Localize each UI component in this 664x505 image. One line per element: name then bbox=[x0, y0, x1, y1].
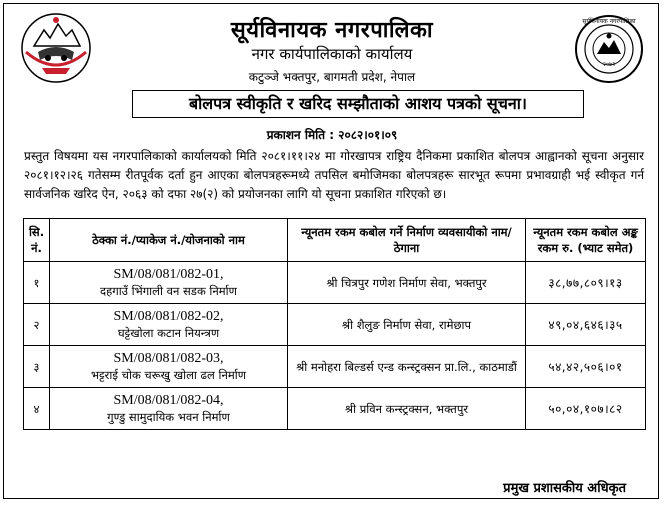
row-code: SM/08/081/082-04, bbox=[113, 392, 224, 408]
signatory-title: प्रमुख प्रशासकीय अधिकृत bbox=[503, 481, 626, 496]
row-sn: १ bbox=[24, 262, 50, 304]
row-contract bbox=[50, 346, 288, 388]
bid-table bbox=[23, 218, 646, 430]
row-code: SM/08/081/082-01, bbox=[113, 266, 224, 282]
row-contractor: श्री चित्रपुर गणेश निर्माण सेवा, भक्तपुर bbox=[288, 262, 526, 304]
table-row bbox=[24, 346, 646, 388]
row-sn: २ bbox=[24, 304, 50, 346]
table-header-row bbox=[24, 219, 646, 262]
header-amount: न्यूनतम रकम कबोल अङ्क रकम रु. (भ्याट समेत) bbox=[526, 219, 646, 262]
row-contractor: श्री मनोहरा बिल्डर्स एन्ड कन्स्ट्रक्सन प्रा.लि., काठमाडौं bbox=[288, 346, 526, 388]
row-code: SM/08/081/082-02, bbox=[113, 308, 224, 324]
row-contract bbox=[50, 262, 288, 304]
row-contractor: श्री प्रविन कन्स्ट्रक्सन, भक्तपुर bbox=[288, 388, 526, 430]
row-project-name: घट्टेखोला कटान नियन्त्रण bbox=[117, 325, 220, 340]
header-sn: सि. नं. bbox=[24, 219, 50, 262]
row-project-name: गुण्डु सामुदायिक भवन निर्माण bbox=[107, 409, 230, 424]
seal-text-top: सूर्यविनायक नगरपालिका bbox=[582, 18, 636, 25]
office-address: कटुञ्जे भक्तपुर, बागमती प्रदेश, नेपाल bbox=[248, 70, 416, 84]
header-contractor: न्यूनतम रकम कबोल गर्ने निर्माण व्यवसायीको नाम/ठेगाना bbox=[288, 219, 526, 262]
row-sn: ३ bbox=[24, 346, 50, 388]
row-contract bbox=[50, 304, 288, 346]
header-contract: ठेक्का नं./प्याकेज नं./योजनाको नाम bbox=[50, 219, 288, 262]
row-amount: ४९,०४,६४६।३५ bbox=[526, 304, 646, 346]
table-row bbox=[24, 262, 646, 304]
row-contract bbox=[50, 388, 288, 430]
notice-body: प्रस्तुत विषयमा यस नगरपालिकाको कार्यालयको मिति २०८१।११।२४ मा गोरखापत्र राष्ट्रिय दैनिकमा प्रकाशित बोलपत्र आह्वानको सूचना अनुसार २०८१।१२।२६ गतेसम्म रीतपूर्वक दर्ता हुन आएका बोलपत्रहरूमध्ये तपसिल बमोजिमका बोलपत्रहरू सारभूत रूपमा प्रभावग्राही भई स्वीकृत गर्न सार्वजनिक खरिद ऐन, २०६३ को दफा २७(२) को प्रयोजनका लागि यो सूचना प्रकाशित गरिएको छ। bbox=[24, 149, 644, 201]
table-row bbox=[24, 388, 646, 430]
row-project-name: दहगाउँ भिंगाली वन सडक निर्माण bbox=[100, 283, 237, 298]
office-name: नगर कार्यपालिकाको कार्यालय bbox=[251, 45, 413, 63]
row-amount: ३८,७७,८०९।१३ bbox=[526, 262, 646, 304]
row-code: SM/08/081/082-03, bbox=[113, 350, 224, 366]
row-amount: ५४,४२,५०६।०१ bbox=[526, 346, 646, 388]
notice-title: बोलपत्र स्वीकृति र खरिद सम्झौताको आशय पत्रको सूचना। bbox=[132, 90, 584, 118]
publish-date: प्रकाशन मिति : २०८२।०१।०९ bbox=[266, 128, 398, 142]
row-contractor: श्री शैलुङ निर्माण सेवा, रामेछाप bbox=[288, 304, 526, 346]
municipality-name: सूर्यविनायक नगरपालिका bbox=[230, 18, 434, 43]
table-row bbox=[24, 304, 646, 346]
row-sn: ४ bbox=[24, 388, 50, 430]
row-amount: ५०,०४,१०७।८२ bbox=[526, 388, 646, 430]
seal-text-bottom: २०७१ bbox=[602, 61, 616, 68]
row-project-name: भट्टराई चोक चरूखु खोला ढल निर्माण bbox=[90, 367, 247, 382]
